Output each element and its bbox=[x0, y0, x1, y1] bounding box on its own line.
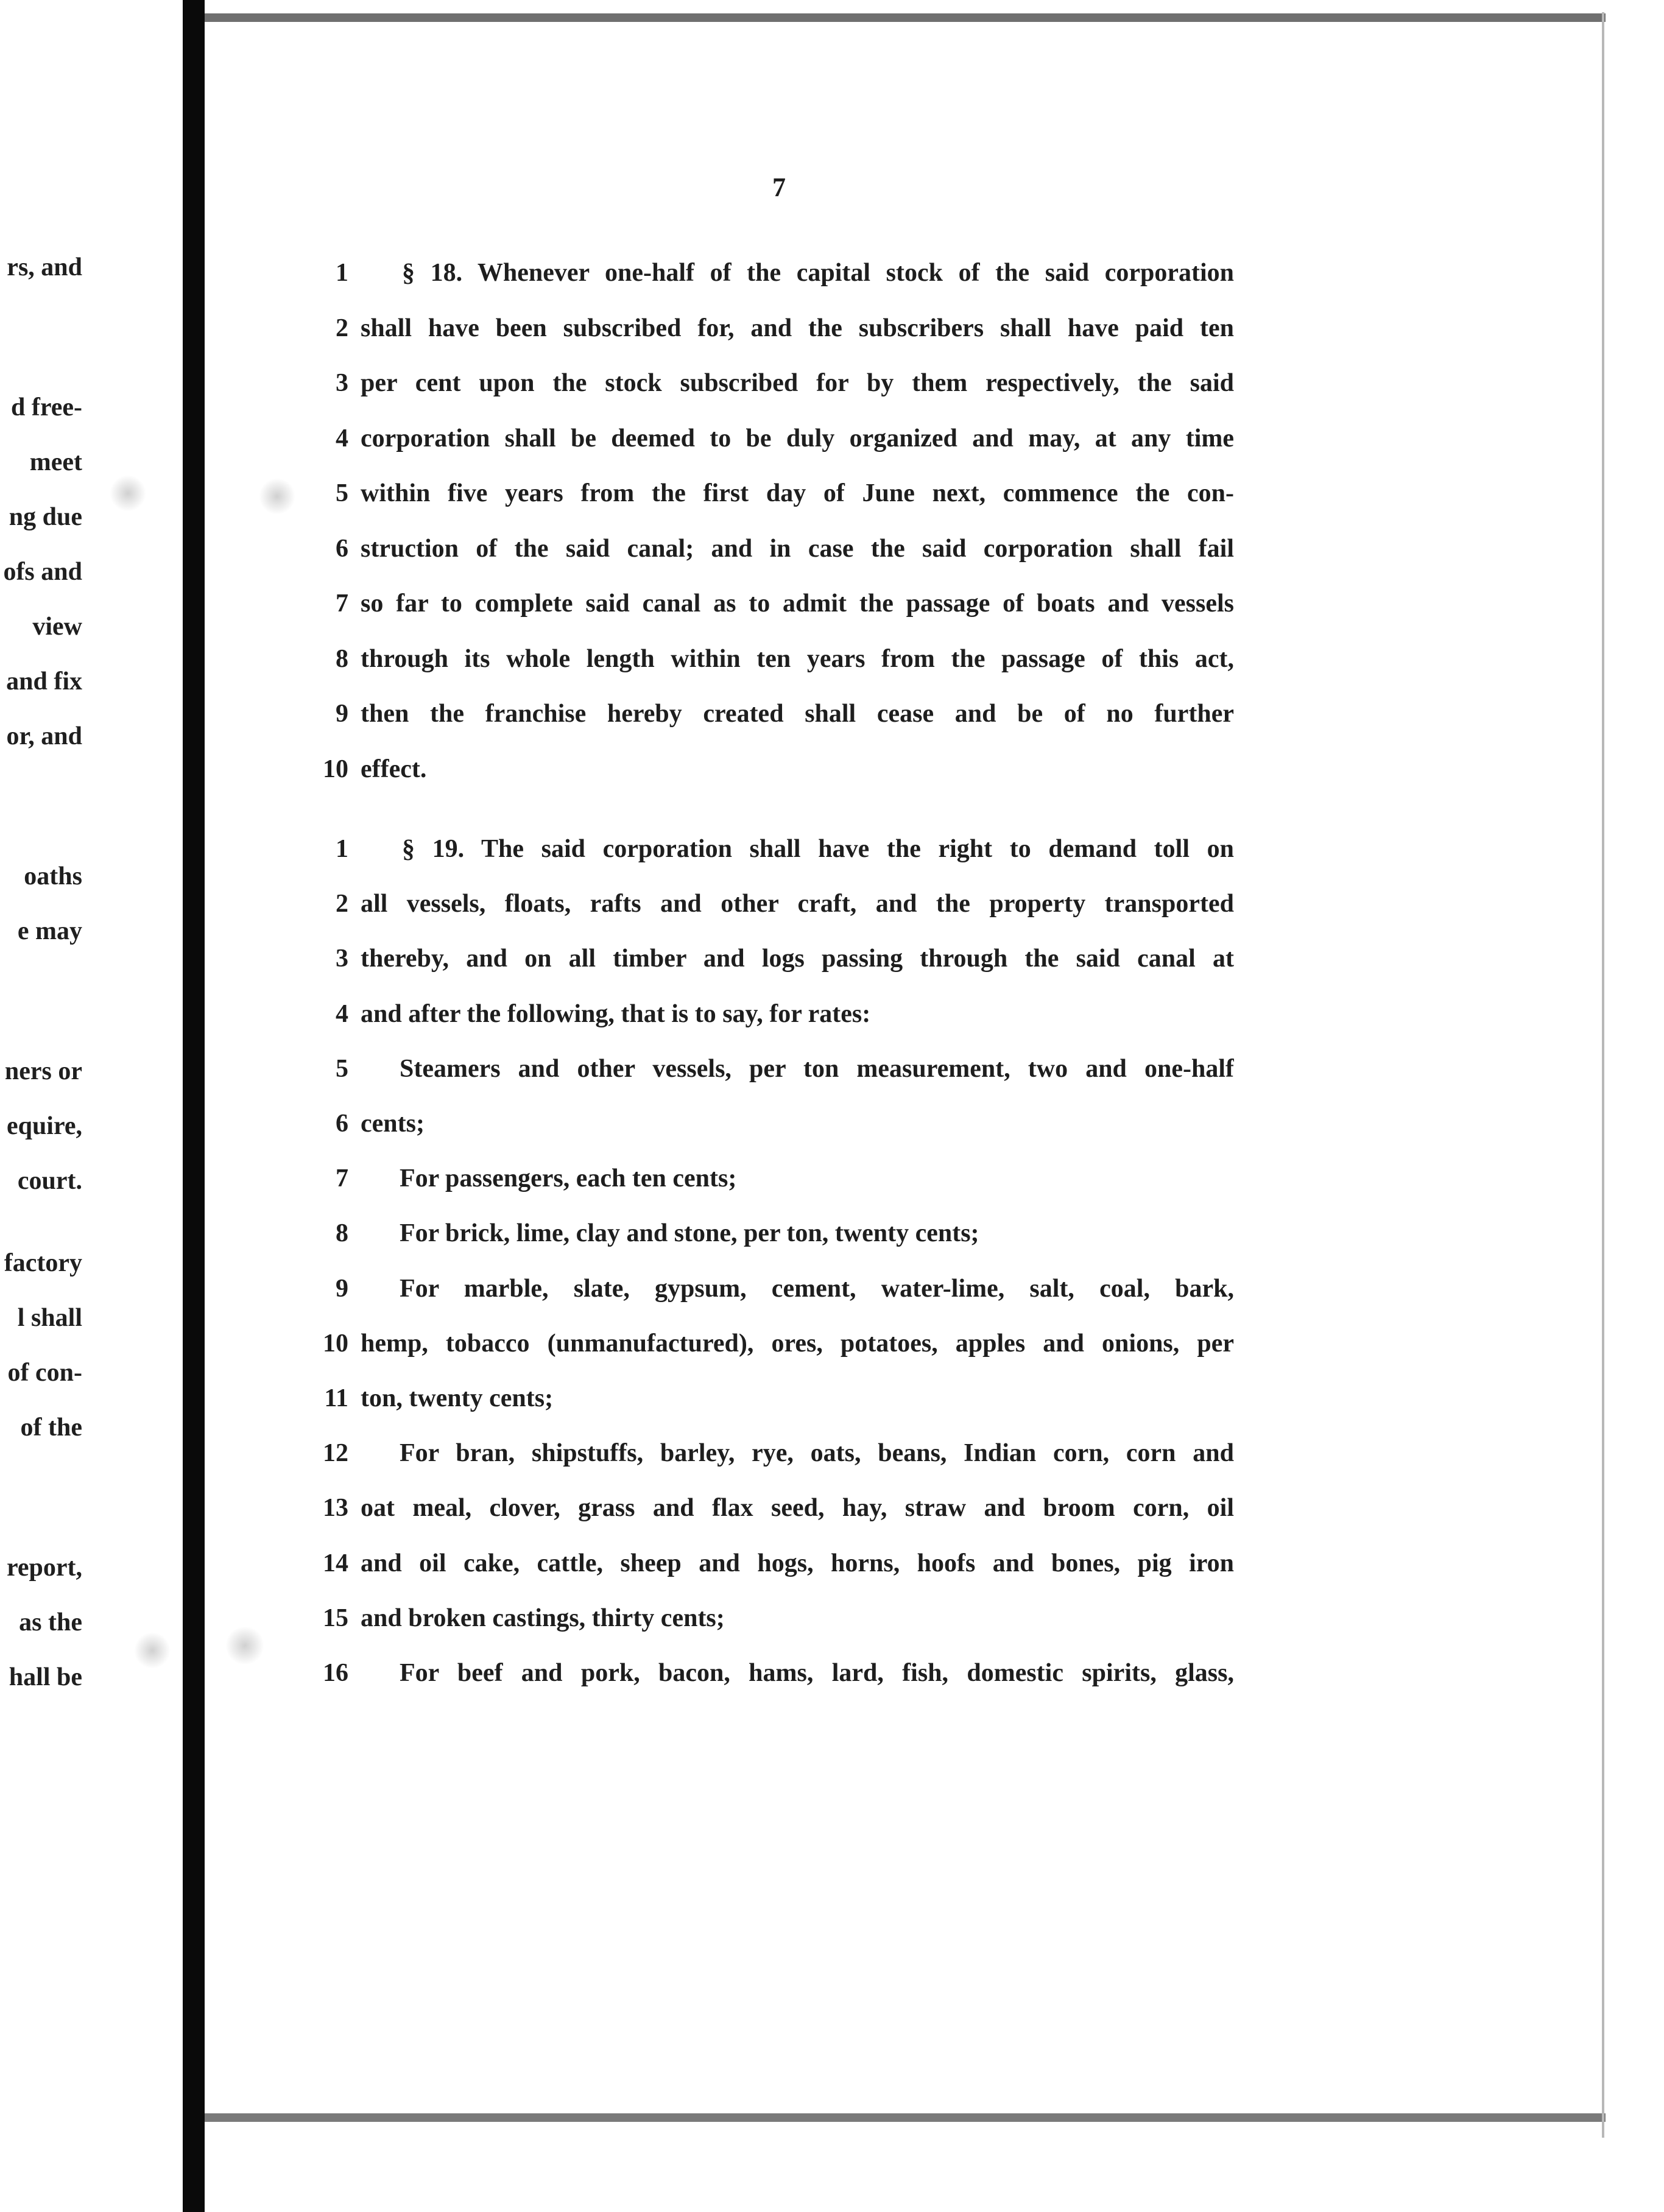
document-line bbox=[0, 937, 1664, 981]
line-text: For beef and pork, bacon, hams, lard, fish, domestic spirits, glass, bbox=[400, 1659, 1234, 1687]
left-page-text-fragment: factory bbox=[4, 1249, 82, 1277]
line-text: per cent upon the stock subscribed for by them respectively, the said bbox=[361, 369, 1234, 397]
page-bottom-edge bbox=[205, 2113, 1606, 2122]
left-page-text-fragment: or, and bbox=[6, 722, 82, 750]
document-line bbox=[0, 747, 1664, 791]
line-number: 2 bbox=[336, 314, 348, 342]
line-text: struction of the said canal; and in case the said corporation shall fail bbox=[361, 534, 1234, 563]
line-number: 7 bbox=[336, 590, 348, 618]
line-text: all vessels, floats, rafts and other craft, and the property transported bbox=[361, 890, 1234, 918]
line-number: 5 bbox=[336, 1054, 348, 1083]
line-number: 10 bbox=[323, 1329, 348, 1358]
line-number: 16 bbox=[323, 1659, 348, 1687]
line-text: within five years from the first day of June next, commence the con- bbox=[361, 479, 1234, 507]
line-number: 11 bbox=[324, 1384, 348, 1412]
left-page-text-fragment: of the bbox=[20, 1414, 82, 1442]
line-number: 9 bbox=[336, 700, 348, 728]
line-number: 6 bbox=[336, 534, 348, 563]
line-number: 1 bbox=[336, 835, 348, 863]
left-page-text-fragment: view bbox=[32, 613, 82, 641]
document-line bbox=[0, 417, 1664, 460]
line-text: and oil cake, cattle, sheep and hogs, horns, hoofs and bones, pig iron bbox=[361, 1549, 1234, 1577]
line-number: 13 bbox=[323, 1494, 348, 1523]
line-number: 4 bbox=[336, 424, 348, 453]
document-line bbox=[0, 306, 1664, 350]
left-page-text-fragment: oaths bbox=[24, 862, 82, 890]
line-text: effect. bbox=[361, 755, 427, 783]
left-page-text-fragment: report, bbox=[6, 1554, 82, 1582]
document-line bbox=[0, 361, 1664, 405]
line-text: hemp, tobacco (unmanufactured), ores, potatoes, apples and onions, per bbox=[361, 1329, 1234, 1358]
document-line bbox=[0, 1157, 1664, 1200]
line-number: 8 bbox=[336, 644, 348, 673]
line-text: For passengers, each ten cents; bbox=[400, 1164, 737, 1193]
left-page-text-fragment: l shall bbox=[17, 1304, 82, 1332]
document-line bbox=[0, 1376, 1664, 1420]
left-page-text-fragment: ofs and bbox=[3, 558, 82, 586]
line-text: oat meal, clover, grass and flax seed, hay, straw and broom corn, oil bbox=[361, 1494, 1234, 1523]
line-text: corporation shall be deemed to be duly organized and may, at any time bbox=[361, 424, 1234, 453]
line-text: For marble, slate, gypsum, cement, water-lime, salt, coal, bark, bbox=[400, 1274, 1234, 1303]
document-line bbox=[0, 582, 1664, 625]
line-number: 9 bbox=[336, 1274, 348, 1303]
line-text: Steamers and other vessels, per ton measurement, two and one-half bbox=[400, 1054, 1234, 1083]
left-page-text-fragment: as the bbox=[19, 1608, 82, 1636]
line-text: shall have been subscribed for, and the subscribers shall have paid ten bbox=[361, 314, 1234, 342]
left-page-text-fragment: e may bbox=[17, 917, 82, 945]
left-page-text-fragment: meet bbox=[29, 448, 82, 476]
document-line bbox=[0, 882, 1664, 926]
document-line bbox=[0, 1486, 1664, 1530]
line-text: cents; bbox=[361, 1110, 425, 1138]
line-number: 3 bbox=[336, 369, 348, 397]
page-number: 7 bbox=[772, 172, 786, 202]
line-text: ton, twenty cents; bbox=[361, 1384, 554, 1412]
line-text: thereby, and on all timber and logs passing through the said canal at bbox=[361, 945, 1234, 973]
line-number: 2 bbox=[336, 890, 348, 918]
left-page-text-fragment: d free- bbox=[11, 393, 82, 421]
document-line bbox=[0, 1267, 1664, 1311]
line-number: 14 bbox=[323, 1549, 348, 1577]
left-page-text-fragment: hall be bbox=[9, 1663, 82, 1691]
line-number: 5 bbox=[336, 479, 348, 507]
document-line bbox=[0, 1651, 1664, 1695]
line-text: and after the following, that is to say, for rates: bbox=[361, 999, 871, 1028]
line-number: 7 bbox=[336, 1164, 348, 1193]
line-number: 8 bbox=[336, 1219, 348, 1248]
line-text: so far to complete said canal as to admit the passage of boats and vessels bbox=[361, 590, 1234, 618]
document-line bbox=[0, 527, 1664, 571]
left-page-text-fragment: ng due bbox=[9, 503, 82, 531]
document-line bbox=[0, 251, 1664, 295]
document-line bbox=[0, 1211, 1664, 1255]
document-line bbox=[0, 1102, 1664, 1146]
document-line bbox=[0, 692, 1664, 736]
line-number: 12 bbox=[323, 1439, 348, 1468]
line-text: § 19. The said corporation shall have the right to demand toll on bbox=[402, 835, 1234, 863]
line-text: then the franchise hereby created shall cease and be of no further bbox=[361, 700, 1234, 728]
left-page-text-fragment: court. bbox=[17, 1167, 82, 1195]
document-line bbox=[0, 637, 1664, 681]
document-line bbox=[0, 471, 1664, 515]
line-text: and broken castings, thirty cents; bbox=[361, 1604, 725, 1632]
line-text: For bran, shipstuffs, barley, rye, oats, beans, Indian corn, corn and bbox=[400, 1439, 1234, 1468]
document-line bbox=[0, 1047, 1664, 1091]
document-line bbox=[0, 1431, 1664, 1475]
document-line bbox=[0, 1596, 1664, 1640]
left-page-text-fragment: of con- bbox=[7, 1359, 82, 1387]
line-number: 15 bbox=[323, 1604, 348, 1632]
document-line bbox=[0, 827, 1664, 871]
document-line bbox=[0, 992, 1664, 1036]
line-text: For brick, lime, clay and stone, per ton, twenty cents; bbox=[400, 1219, 979, 1248]
left-page-text-fragment: rs, and bbox=[7, 253, 82, 281]
document-line bbox=[0, 1541, 1664, 1585]
line-number: 3 bbox=[336, 945, 348, 973]
line-text: § 18. Whenever one-half of the capital stock of the said corporation bbox=[402, 259, 1234, 287]
line-number: 10 bbox=[323, 755, 348, 783]
line-number: 1 bbox=[336, 259, 348, 287]
line-text: through its whole length within ten years from the passage of this act, bbox=[361, 644, 1234, 673]
line-number: 6 bbox=[336, 1110, 348, 1138]
left-page-text-fragment: ners or bbox=[4, 1057, 82, 1085]
left-page-text-fragment: and fix bbox=[6, 667, 82, 696]
document-line bbox=[0, 1322, 1664, 1365]
left-page-text-fragment: equire, bbox=[6, 1112, 82, 1140]
line-number: 4 bbox=[336, 999, 348, 1028]
